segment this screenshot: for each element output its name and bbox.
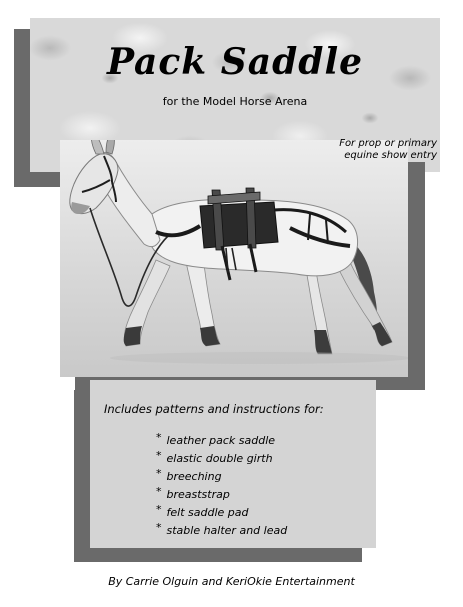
- bullet-icon: *: [156, 467, 162, 480]
- list-item-label: elastic double girth: [166, 452, 273, 465]
- list-item: [156, 486, 287, 504]
- mule-ear-near: [91, 140, 104, 154]
- mule-hind-stocking-far: [372, 322, 392, 346]
- author-credit: By Carrie Olguin and KeriOkie Entertainment: [108, 575, 355, 588]
- mule-ear-far: [106, 140, 114, 154]
- list-item: [156, 432, 287, 450]
- list-item: [156, 504, 287, 522]
- list-item-label: breaststrap: [166, 488, 230, 501]
- list-item-label: felt saddle pad: [166, 506, 249, 519]
- list-item: [156, 522, 287, 540]
- list-item: [156, 468, 287, 486]
- list-item-label: leather pack saddle: [166, 434, 276, 447]
- mule-photo: [60, 140, 408, 377]
- includes-list: [156, 432, 287, 540]
- bullet-icon: *: [156, 431, 162, 444]
- mule-illustration: [60, 140, 408, 377]
- includes-panel: [90, 380, 376, 548]
- entry-note-line-1: For prop or primary: [339, 138, 437, 149]
- bullet-icon: *: [156, 449, 162, 462]
- includes-heading: Includes patterns and instructions for:: [104, 402, 324, 416]
- list-item: [156, 450, 287, 468]
- felt-saddle-pad: [200, 202, 278, 248]
- entry-note: [339, 138, 437, 162]
- ground-shadow: [110, 352, 408, 364]
- bullet-icon: *: [156, 485, 162, 498]
- bullet-icon: *: [156, 503, 162, 516]
- document-subtitle: for the Model Horse Arena: [162, 95, 308, 108]
- mule-front-stocking-far: [124, 326, 142, 346]
- document-title: Pack Saddle: [106, 41, 364, 83]
- bullet-icon: *: [156, 521, 162, 534]
- list-item-label: breeching: [166, 470, 222, 483]
- entry-note-line-2: equine show entry: [344, 150, 437, 161]
- list-item-label: stable halter and lead: [166, 524, 288, 537]
